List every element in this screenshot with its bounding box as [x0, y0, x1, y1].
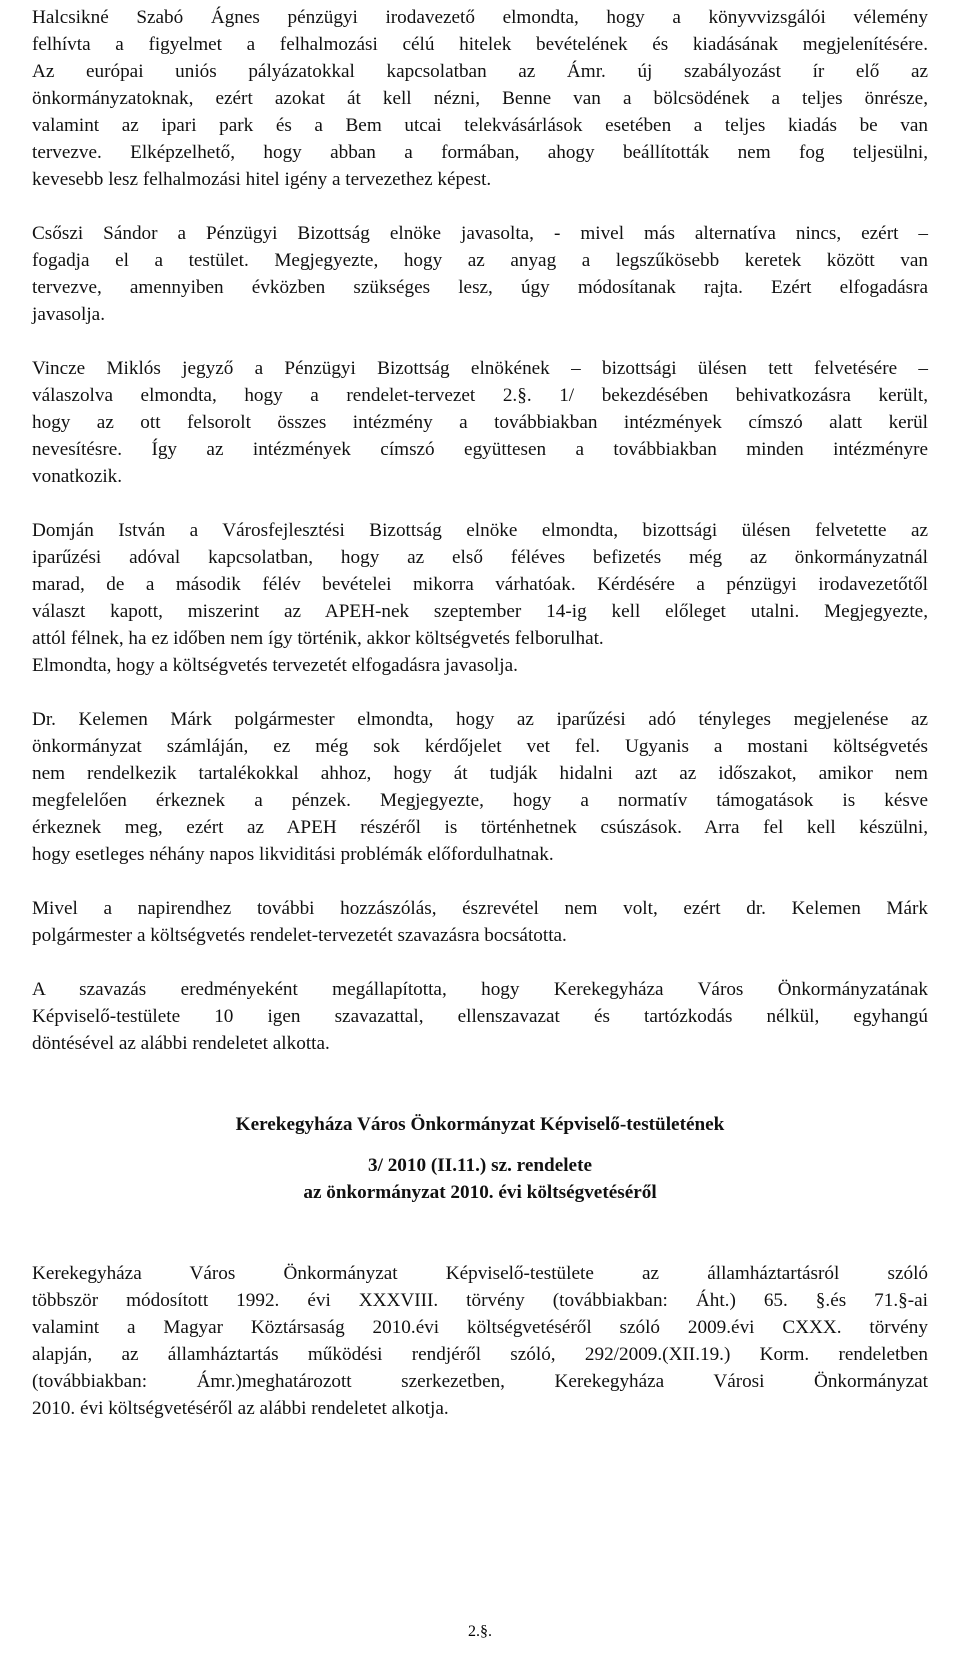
text-line: vonatkozik.: [32, 466, 123, 487]
heading-regulation-number: 3/ 2010 (II.11.) sz. rendelete: [367, 1155, 592, 1176]
text-line: alapján, az államháztartás működési rendjéről szóló, 292/2009.(XII.19.) Korm. rendeletben: [32, 1344, 928, 1365]
text-line: Mivel a napirendhez további hozzászólás, észrevétel nem volt, ezért dr. Kelemen Márk: [32, 898, 928, 919]
text-line: Vincze Miklós jegyző a Pénzügyi Bizottság elnökének – bizottsági ülésen tett felvetésére –: [32, 358, 928, 379]
paragraph-irodavezeto: [32, 4, 928, 193]
paragraph-preamble: [32, 1260, 928, 1422]
text-line: érkeznek meg, ezért az APEH részéről is történhetnek csúszások. Arra fel kell készülni,: [32, 817, 928, 838]
text-line: önkormányzatoknak, ezért azokat át kell nézni, Benne van a bölcsödének a teljes önrésze,: [32, 88, 928, 109]
text-line: Képviselő-testülete 10 igen szavazattal, ellenszavazat és tartózkodás nélkül, egyhangú: [32, 1006, 928, 1027]
text-line: Kerekegyháza Város Önkormányzat Képviselő-testülete az államháztartásról szóló: [32, 1263, 928, 1284]
text-line: választ kapott, miszerint az APEH-nek szeptember 14-ig kell előleget utalni. Megjegyezte,: [32, 601, 928, 622]
text-line: Elmondta, hogy a költségvetés tervezetét elfogadásra javasolja.: [32, 655, 518, 676]
text-line: Az európai uniós pályázatokkal kapcsolatban az Ámr. új szabályozást ír elő az: [32, 61, 928, 82]
paragraph-szavazas-eredmeny: [32, 976, 928, 1057]
paragraph-domjan: [32, 517, 928, 679]
text-line: (továbbiakban: Ámr.)meghatározott szerkezetben, Kerekegyháza Városi Önkormányzat: [32, 1371, 928, 1392]
text-line: tervezve. Elképzelhető, hogy abban a formában, ahogy beállították nem fog teljesülni,: [32, 142, 928, 163]
heading-regulation-title: az önkormányzat 2010. évi költségvetéséről: [303, 1182, 657, 1203]
text-line: kevesebb lesz felhalmozási hitel igény a tervezethez képest.: [32, 169, 492, 190]
text-line: hogy az ott felsorolt összes intézmény a továbbiakban intézmények címszó alatt kerül: [32, 412, 928, 433]
paragraph-szavazasra: [32, 895, 928, 949]
text-line: javasolja.: [32, 304, 105, 325]
text-line: hogy esetleges néhány napos likviditási problémák előfordulhatnak.: [32, 844, 554, 865]
text-line: Dr. Kelemen Márk polgármester elmondta, hogy az iparűzési adó tényleges megjelenése az: [32, 709, 928, 730]
text-line: valamint az ipari park és a Bem utcai telekvásárlások esetében a teljes kiadás be van: [32, 115, 928, 136]
text-line: döntésével az alábbi rendeletet alkotta.: [32, 1033, 330, 1054]
text-line: nevesítésre. Így az intézmények címszó együttesen a továbbiakban minden intézményre: [32, 439, 928, 460]
regulation-heading: [32, 1111, 928, 1206]
paragraph-csoszi: [32, 220, 928, 328]
text-line: Csőszi Sándor a Pénzügyi Bizottság elnöke javasolta, - mivel más alternatíva nincs, ezért –: [32, 223, 928, 244]
text-line: önkormányzat számláján, ez még sok kérdőjelet vet fel. Ugyanis a mostani költségvetés: [32, 736, 928, 757]
paragraph-kelemen: [32, 706, 928, 868]
text-line: megfelelően érkeznek a pénzek. Megjegyezte, hogy a normatív támogatások is késve: [32, 790, 928, 811]
text-line: valamint a Magyar Köztársaság 2010.évi költségvetéséről szóló 2009.évi CXXX. törvény: [32, 1317, 928, 1338]
text-line: attól félnek, ha ez időben nem így történik, akkor költségvetés felborulhat.: [32, 628, 604, 649]
text-line: 2010. évi költségvetéséről az alábbi rendeletet alkotja.: [32, 1398, 449, 1419]
text-line: iparűzési adóval kapcsolatban, hogy az első féléves befizetés még az önkormányzatnál: [32, 547, 928, 568]
text-line: felhívta a figyelmet a felhalmozási célú hitelek bevételének és kiadásának megjelenítésére.: [32, 34, 928, 55]
text-line: tervezve, amennyiben évközben szükséges lesz, úgy módosítanak rajta. Ezért elfogadásra: [32, 277, 928, 298]
text-line: nem rendelkezik tartalékokkal ahhoz, hogy át tudják hidalni azt az időszakot, amikor nem: [32, 763, 928, 784]
text-line: marad, de a második félév bevételei mikorra várhatóak. Kérdésére a pénzügyi irodavezetőtől: [32, 574, 928, 595]
text-line: Domján István a Városfejlesztési Bizottság elnöke elmondta, bizottsági ülésen felvetette az: [32, 520, 928, 541]
text-line: többször módosított 1992. évi XXXVIII. törvény (továbbiakban: Áht.) 65. §.és 71.§-ai: [32, 1290, 928, 1311]
text-line: A szavazás eredményeként megállapította, hogy Kerekegyháza Város Önkormányzatának: [32, 979, 928, 1000]
text-line: Halcsikné Szabó Ágnes pénzügyi irodavezető elmondta, hogy a könyvvizsgálói vélemény: [32, 7, 928, 28]
text-line: polgármester a költségvetés rendelet-tervezetét szavazásra bocsátotta.: [32, 925, 567, 946]
text-line: válaszolva elmondta, hogy a rendelet-tervezet 2.§. 1/ bekezdésében behivatkozásra került,: [32, 385, 928, 406]
heading-body-name: Kerekegyháza Város Önkormányzat Képviselő-testületének: [235, 1114, 725, 1135]
paragraph-vincze: [32, 355, 928, 490]
section-mark: 2.§.: [468, 1623, 492, 1640]
text-line: fogadja el a testület. Megjegyezte, hogy az anyag a legszűkösebb keretek között van: [32, 250, 928, 271]
